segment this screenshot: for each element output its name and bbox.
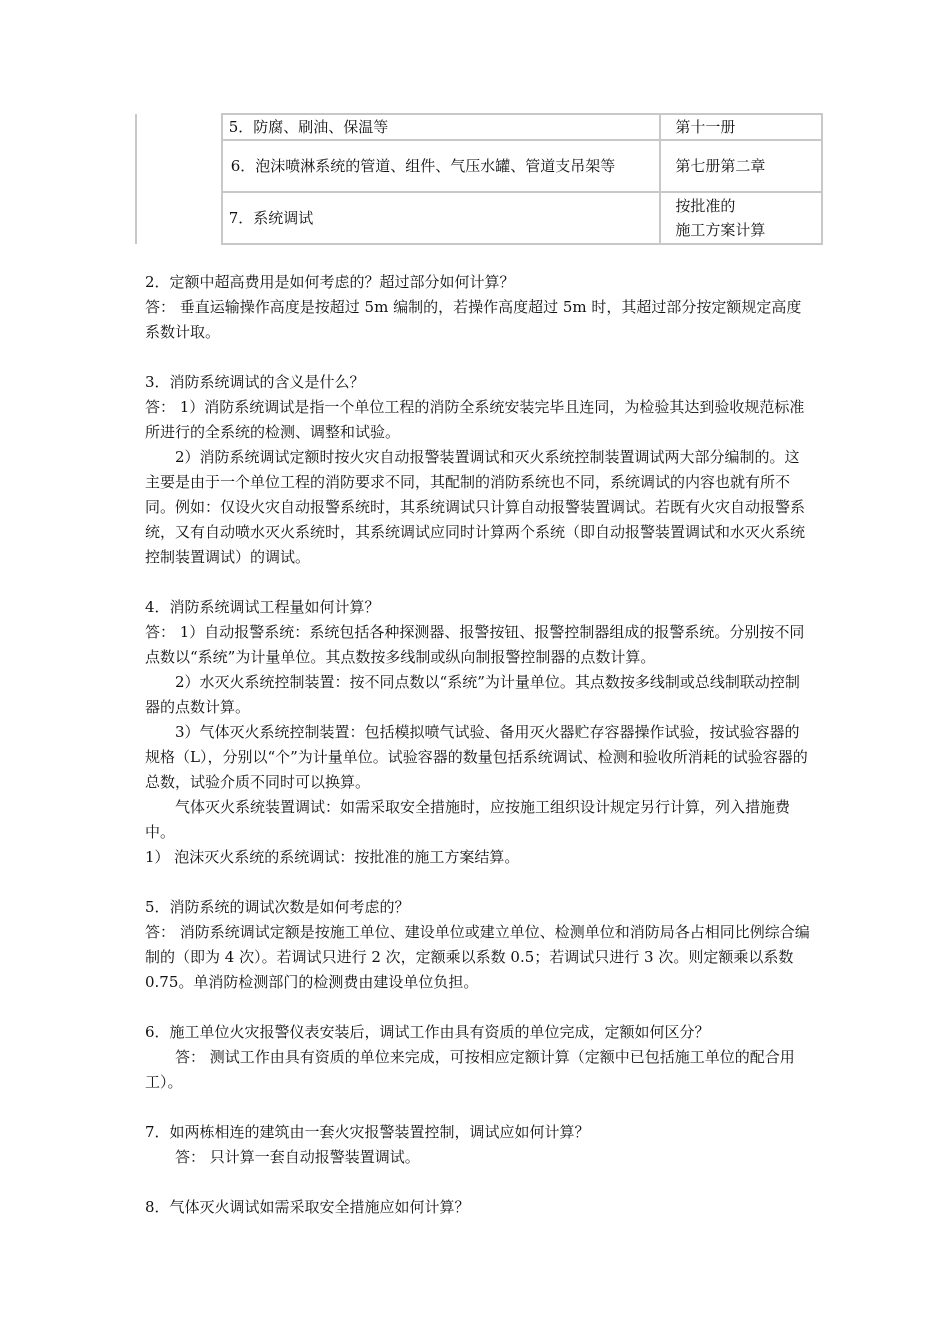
- answer-paragraph: 2）水灭火系统控制装置：按不同点数以“系统”为计量单位。其点数按多线制或总线制联动控制器的点数计算。: [145, 673, 800, 716]
- table-ref-cell: 第十一册: [660, 114, 822, 140]
- answer-paragraph: 1） 泡沫灭火系统的系统调试：按批准的施工方案结算。: [145, 848, 520, 866]
- question-heading: 7．如两栋相连的建筑由一套火灾报警装置控制，调试应如何计算？: [145, 1123, 590, 1141]
- table-item-cell: 7．系统调试: [222, 192, 661, 244]
- answer-paragraph: 答： 垂直运输操作高度是按超过 5m 编制的，若操作高度超过 5m 时，其超过部分按定额规定高度系数计取。: [145, 298, 802, 341]
- answer-paragraph: 答： 测试工作由具有资质的单位来完成，可按相应定额计算（定额中已包括施工单位的配合用工）。: [145, 1048, 795, 1091]
- answer-paragraph: 答： 1）自动报警系统：系统包括各种探测器、报警按钮、报警控制器组成的报警系统。分别按不同点数以“系统”为计量单位。其点数按多线制或纵向制报警控制器的点数计算。: [145, 623, 805, 666]
- answer-paragraph: 3）气体灭火系统控制装置：包括模拟喷气试验、备用灭火器贮存容器操作试验，按试验容器的规格（L），分别以“个”为计量单位。试验容器的数量包括系统调试、检测和验收所消耗的试验容器的总数，试验介质不同时可以换算。: [145, 723, 808, 791]
- question-heading: 5．消防系统的调试次数是如何考虑的？: [145, 898, 410, 916]
- question-heading: 2．定额中超高费用是如何考虑的？超过部分如何计算？: [145, 273, 515, 291]
- question-heading: 4．消防系统调试工程量如何计算？: [145, 598, 380, 616]
- answer-paragraph: 答： 1）消防系统调试是指一个单位工程的消防全系统安装完毕且连同，为检验其达到验收规范标准所进行的全系统的检测、调整和试验。: [145, 398, 805, 441]
- table-item-cell: 6．泡沫喷淋系统的管道、组件、气压水罐、管道支吊架等: [222, 140, 661, 192]
- table-ref-cell: [660, 192, 822, 244]
- table-row: [136, 140, 822, 192]
- answer-paragraph: 气体灭火系统装置调试：如需采取安全措施时，应按施工组织设计规定另行计算，列入措施费中。: [145, 798, 791, 841]
- answer-paragraph: 答： 消防系统调试定额是按施工单位、建设单位或建立单位、检测单位和消防局各占相同比例综合编制的（即为 4 次）。若调试只进行 2 次，定额乘以系数 0.5；若调试只进行 3 次。则定额乘以系数 0.75。单消防检测部门的检测费由建设单位负担。: [145, 923, 810, 991]
- answer-paragraph: 2）消防系统调试定额时按火灾自动报警装置调试和灭火系统控制装置调试两大部分编制的。这主要是由于一个单位工程的消防要求不同，其配制的消防系统也不同，系统调试的内容也就有所不同。例如：仅设火灾自动报警系统时，其系统调试只计算自动报警装置调试。若既有火灾自动报警系统，又有自动喷水灭火系统时，其系统调试应同时计算两个系统（即自动报警装置调试和水灭火系统控制装置调试）的调试。: [145, 448, 806, 566]
- question-heading: 8．气体灭火调试如需采取安全措施应如何计算？: [145, 1198, 470, 1216]
- quota-reference-table: [135, 113, 823, 245]
- document-body: [145, 270, 810, 1220]
- table-row: [136, 192, 822, 244]
- table-ref-line: 施工方案计算: [675, 221, 766, 239]
- table-row: [136, 114, 822, 140]
- table-item-cell: 5．防腐、刷油、保温等: [222, 114, 661, 140]
- question-heading: 6．施工单位火灾报警仪表安装后，调试工作由具有资质的单位完成，定额如何区分？: [145, 1023, 710, 1041]
- table-ref-cell: 第七册第二章: [660, 140, 822, 192]
- table-ref-line: 按批准的: [675, 197, 736, 215]
- table-blank-cell: [136, 114, 222, 244]
- answer-paragraph: 答： 只计算一套自动报警装置调试。: [175, 1148, 420, 1166]
- question-heading: 3．消防系统调试的含义是什么？: [145, 373, 365, 391]
